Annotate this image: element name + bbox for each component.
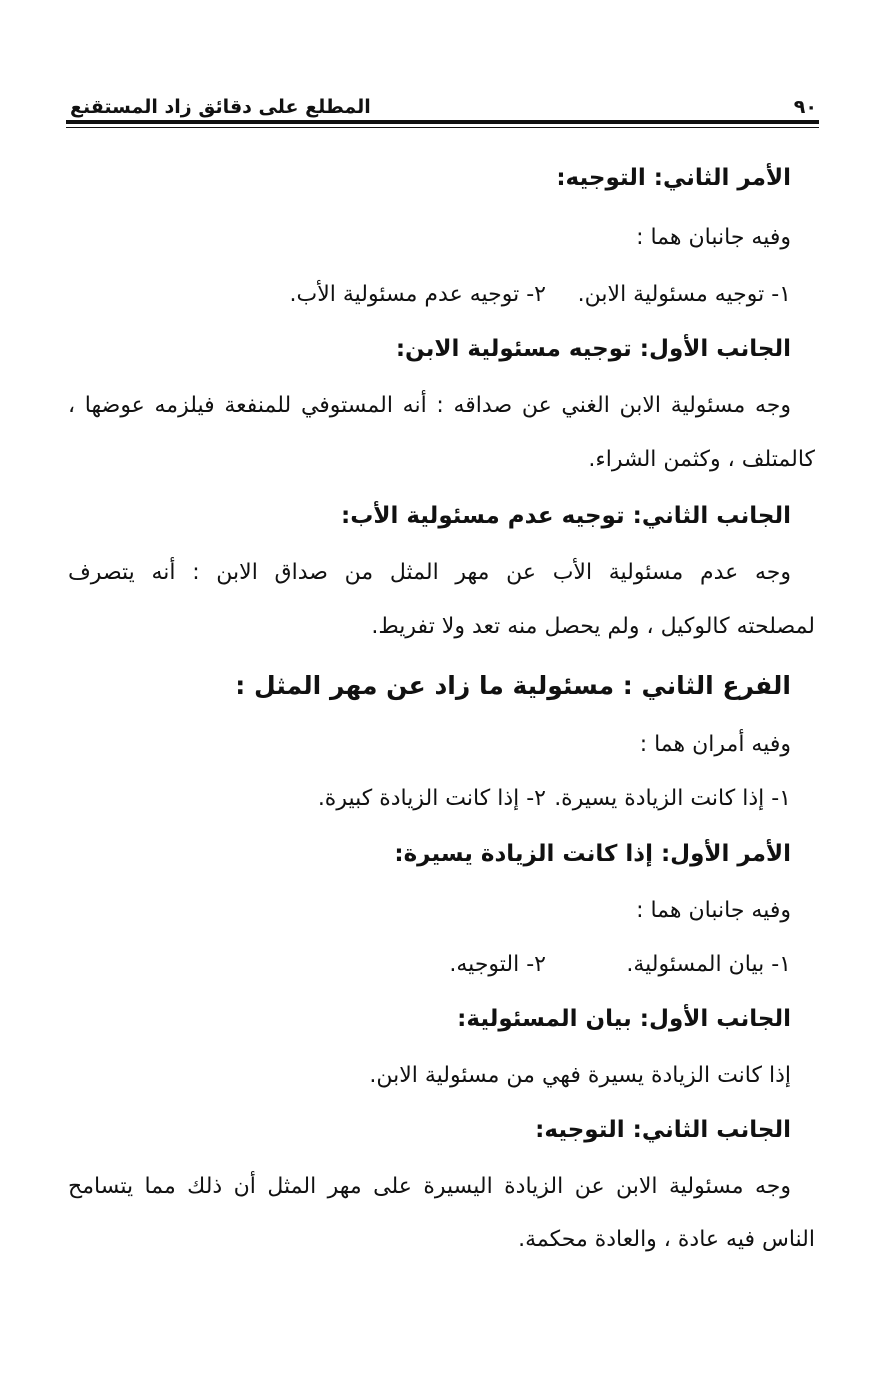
paragraph-line: وجه مسئولية الابن الغني عن صداقه : أنه المستوفي للمنفعة فيلزمه عوضها ، <box>68 393 791 418</box>
section-heading: الجانب الثاني: التوجيه: <box>535 1117 791 1143</box>
paragraph-line: إذا كانت الزيادة يسيرة فهي من مسئولية الابن. <box>369 1063 791 1088</box>
paragraph-line: الناس فيه عادة ، والعادة محكمة. <box>518 1227 815 1252</box>
enumerated-item: ٢- توجيه عدم مسئولية الأب. <box>289 282 546 307</box>
paragraph-line: كالمتلف ، وكثمن الشراء. <box>588 447 815 472</box>
section-heading: الجانب الأول: بيان المسئولية: <box>457 1006 791 1032</box>
enumerated-item: ١- بيان المسئولية. <box>626 952 791 977</box>
header-rule <box>66 120 819 124</box>
section-heading: الجانب الأول: توجيه مسئولية الابن: <box>395 336 791 362</box>
paragraph-line: لمصلحته كالوكيل ، ولم يحصل منه تعد ولا تفريط. <box>371 614 815 639</box>
enumerated-item: ١- توجيه مسئولية الابن. <box>577 282 791 307</box>
section-heading: الأمر الأول: إذا كانت الزيادة يسيرة: <box>394 841 791 867</box>
enumerated-item: ٢- التوجيه. <box>449 952 546 977</box>
running-header <box>70 84 817 118</box>
section-heading: الجانب الثاني: توجيه عدم مسئولية الأب: <box>341 503 791 529</box>
enumerated-item: ٢- إذا كانت الزيادة كبيرة. <box>317 786 546 811</box>
page-number: ٩٠ <box>793 96 817 118</box>
paragraph-line: وفيه جانبان هما : <box>636 225 791 250</box>
enumerated-items <box>62 277 791 317</box>
section-heading: الأمر الثاني: التوجيه: <box>556 165 791 191</box>
header-rule-thin <box>66 127 819 128</box>
enumerated-items <box>62 781 791 821</box>
paragraph-line: وفيه أمران هما : <box>639 732 791 757</box>
book-title: المطلع على دقائق زاد المستقنع <box>70 96 371 118</box>
enumerated-items <box>62 947 791 987</box>
section-heading: الفرع الثاني : مسئولية ما زاد عن مهر المثل : <box>235 671 791 700</box>
paragraph-line: وجه عدم مسئولية الأب عن مهر المثل من صداق الابن : أنه يتصرف <box>68 560 791 585</box>
enumerated-item: ١- إذا كانت الزيادة يسيرة. <box>554 786 791 811</box>
paragraph-line: وجه مسئولية الابن عن الزيادة اليسيرة على مهر المثل أن ذلك مما يتسامح <box>68 1174 791 1199</box>
paragraph-line: وفيه جانبان هما : <box>636 898 791 923</box>
